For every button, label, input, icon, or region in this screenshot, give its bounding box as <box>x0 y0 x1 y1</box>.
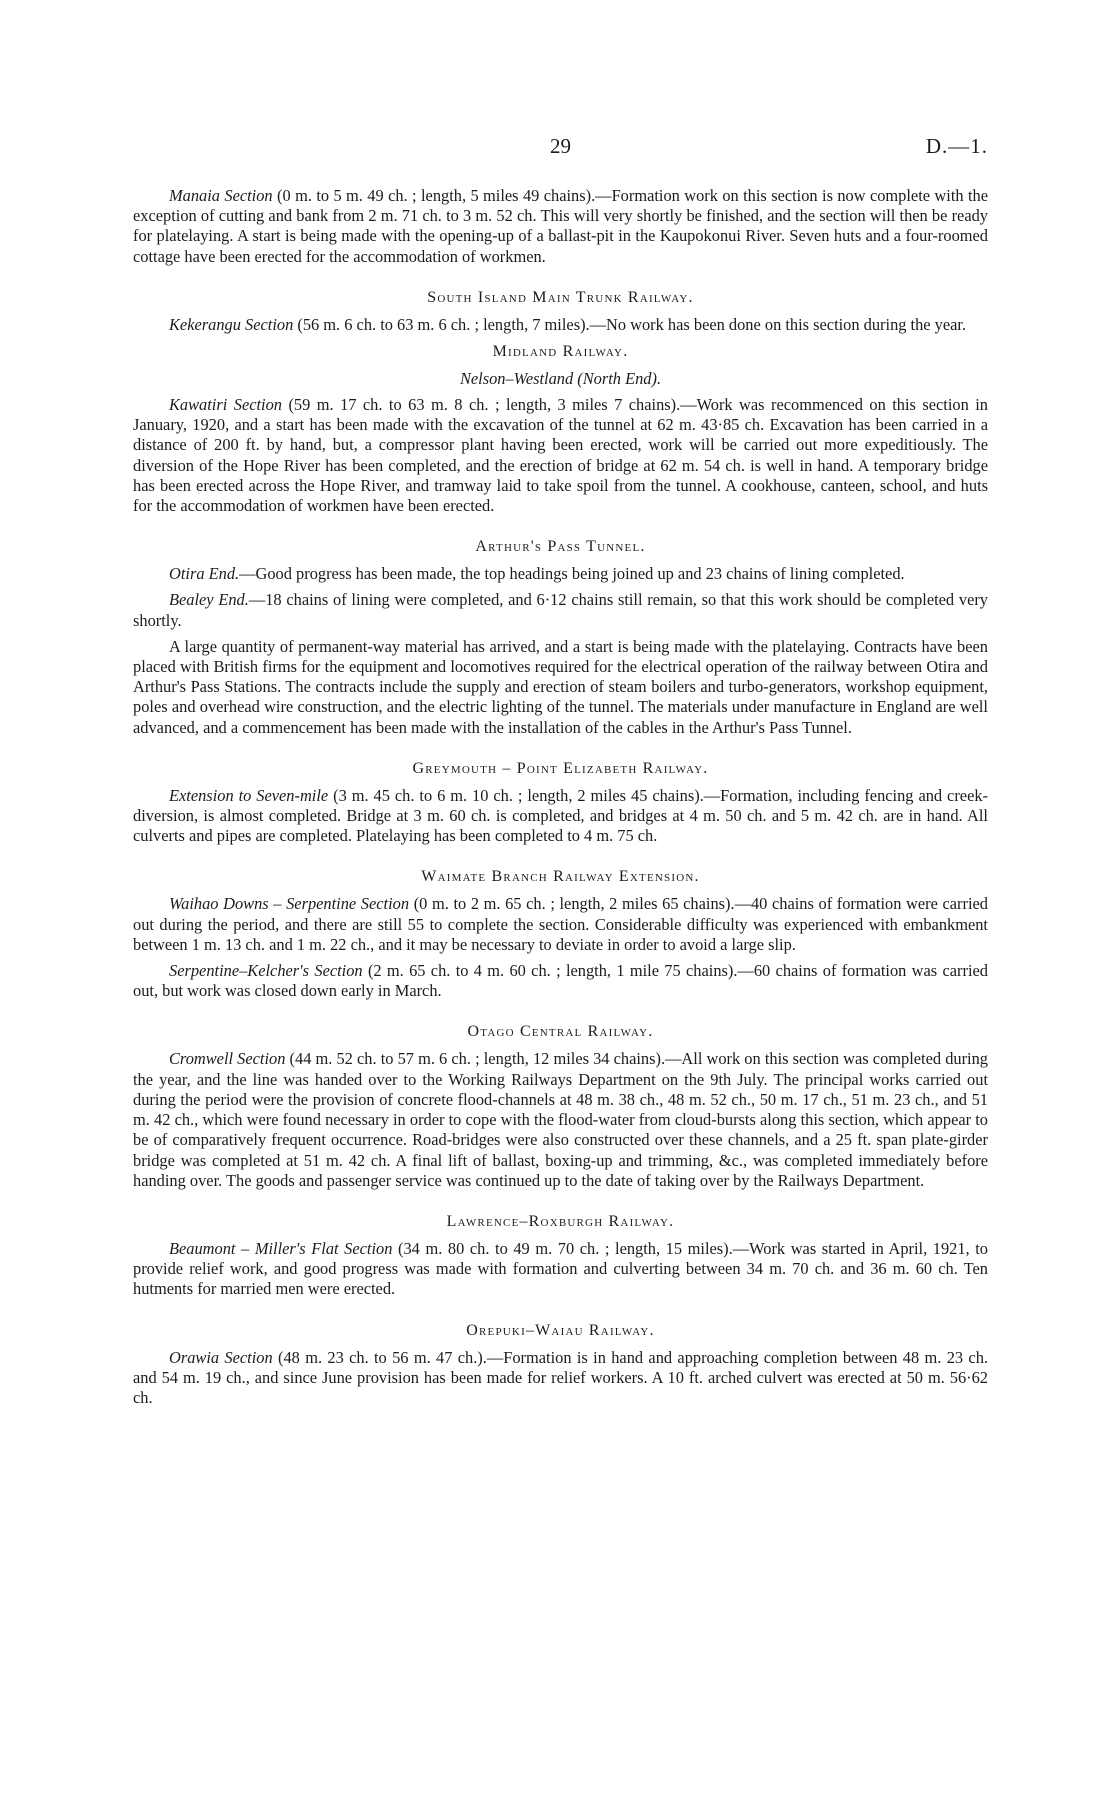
page-number: 29 <box>550 134 571 158</box>
lawrence-heading: Lawrence–Roxburgh Railway. <box>446 1212 675 1230</box>
document-page <box>133 128 988 1408</box>
waihao-section-text: (0 m. to 2 m. 65 ch. ; length, 2 miles 65 chains).—40 chains of formation were carried out during the period, and there are still 55 to complete the section. Considerable difficulty was experienced with embankment between 1 m. 13 ch. and 1 m. 22 ch., and it may be necessary to deviate in order to avoid a large slip. <box>133 894 988 954</box>
beaumont-section-title: Beaumont – Miller's Flat Section <box>169 1238 393 1258</box>
serpentine-section-title: Serpentine–Kelcher's Section <box>169 961 363 981</box>
materials-paragraph: A large quantity of permanent-way material has arrived, and a start is being made with the platelaying. Contracts have been placed with British firms for the equipment and locomotives required for the electrical operation of the railway between Otira and Arthur's Pass Stations. The contracts include the supply and erection of steam boilers and turbo-generators, workshop equipment, poles and overhead wire construction, and the electric lighting of the tunnel. The materials under manufacture in England are well advanced, and a commencement has been made with the installation of the cables in the Arthur's Pass Tunnel. <box>133 636 988 737</box>
seven-mile-paragraph <box>133 786 988 847</box>
manaia-section-text: (0 m. to 5 m. 49 ch. ; length, 5 miles 49 chains).—Formation work on this section is now complete with the exception of cutting and bank from 2 m. 71 ch. to 3 m. 52 ch. This will very shortly be finished, and the section will then be ready for platelaying. A start is being made with the opening-up of a ballast-pit in the Kaupokonui River. Seven huts and a four-roomed cottage have been erected for the accommodation of workmen. <box>133 186 988 266</box>
orepuki-heading: Orepuki–Waiau Railway. <box>466 1321 655 1339</box>
arthurs-pass-heading: Arthur's Pass Tunnel. <box>475 538 646 556</box>
otago-heading: Otago Central Railway. <box>467 1023 654 1041</box>
beaumont-section-text: (34 m. 80 ch. to 49 m. 70 ch. ; length, 15 miles).—Work was started in April, 1921, to provide relief work, and good progress was made with formation and culverting between 34 m. 70 ch. and 36 m. 60 ch. Ten hutments for married men were erected. <box>133 1238 988 1299</box>
kawatiri-section-text: (59 m. 17 ch. to 63 m. 8 ch. ; length, 3 miles 7 chains).—Work was recommenced on this section in January, 1920, and a start has been made with the excavation of the tunnel at 62 m. 43·85 ch. Excavation has been carried in a distance of 200 ft. by hand, but, a compressor plant having been erected, work will be carried out more expeditiously. The diversion of the Hope River has been completed, and the erection of bridge at 62 m. 54 ch. is well in hand. A temporary bridge has been erected across the Hope River, and tramway laid to take spoil from the tunnel. A cookhouse, canteen, school, and huts for the accommodation of workmen have been erected. <box>133 395 988 516</box>
bealey-end-title: Bealey End. <box>169 590 249 610</box>
bealey-paragraph <box>133 590 988 630</box>
serpentine-paragraph <box>133 961 988 1001</box>
greymouth-heading: Greymouth – Point Elizabeth Railway. <box>412 759 709 777</box>
manaia-paragraph <box>133 186 988 267</box>
kawatiri-section-title: Kawatiri Section <box>169 395 282 415</box>
kawatiri-paragraph <box>133 395 988 516</box>
seven-mile-title: Extension to Seven-mile <box>169 785 329 805</box>
waihao-section-title: Waihao Downs – Serpentine Section <box>169 894 410 914</box>
seven-mile-text: (3 m. 45 ch. to 6 m. 10 ch. ; length, 2 miles 45 chains).—Formation, including fencing and creek-diversion, is almost completed. Bridge at 3 m. 60 ch. is completed, and bridges at 4 m. 50 ch. and 5 m. 42 ch. are in hand. All culverts and pipes are completed. Platelaying has been completed to 4 m. 75 ch. <box>133 785 988 846</box>
kekerangu-section-title: Kekerangu Section <box>169 314 294 334</box>
cromwell-section-text: (44 m. 52 ch. to 57 m. 6 ch. ; length, 12 miles 34 chains).—All work on this section was completed during the year, and the line was handed over to the Working Railways Department on the 9th July. The principal works carried out during the period were the provision of concrete flood-channels at 48 m. 38 ch., 48 m. 52 ch., 50 m. 17 ch., 51 m. 23 ch., and 51 m. 42 ch., which were found necessary in order to cope with the flood-water from cloud-bursts along this section, which appear to be of comparatively frequent occurrence. Road-bridges were also constructed over these channels, and a 25 ft. span plate-girder bridge was completed at 51 m. 42 ch. A final lift of ballast, boxing-up and trimming, &c., was completed immediately before handing over. The goods and passenger service was continued up to the date of taking over by the Railways Department. <box>133 1049 988 1190</box>
serpentine-section-text: (2 m. 65 ch. to 4 m. 60 ch. ; length, 1 mile 75 chains).—60 chains of formation was carried out, but work was closed down early in March. <box>133 961 988 1001</box>
orawia-section-title: Orawia Section <box>169 1347 273 1367</box>
page-header <box>133 128 988 158</box>
waihao-paragraph <box>133 894 988 955</box>
kekerangu-section-text: (56 m. 6 ch. to 63 m. 6 ch. ; length, 7 miles).—No work has been done on this section during the year. <box>293 314 967 334</box>
cromwell-section-title: Cromwell Section <box>169 1049 286 1069</box>
midland-heading: Midland Railway. <box>492 343 629 361</box>
beaumont-paragraph <box>133 1239 988 1300</box>
orawia-paragraph <box>133 1348 988 1409</box>
otira-end-text: —Good progress has been made, the top headings being joined up and 23 chains of lining completed. <box>239 564 905 584</box>
otira-end-title: Otira End. <box>169 564 240 584</box>
kekerangu-paragraph <box>133 315 988 335</box>
waimate-heading: Waimate Branch Railway Extension. <box>421 868 700 886</box>
cromwell-paragraph <box>133 1049 988 1190</box>
otira-paragraph <box>133 564 988 584</box>
manaia-section-title: Manaia Section <box>169 186 273 205</box>
document-reference: D.—1. <box>925 134 988 158</box>
midland-subheading: Nelson–Westland (North End). <box>459 369 662 389</box>
south-island-heading: South Island Main Trunk Railway. <box>427 288 694 306</box>
orawia-section-text: (48 m. 23 ch. to 56 m. 47 ch.).—Formation is in hand and approaching completion between 48 m. 23 ch. and 54 m. 19 ch., and since June provision has been made for relief workers. A 10 ft. arched culvert was erected at 50 m. 56·62 ch. <box>133 1347 988 1407</box>
bealey-end-text: —18 chains of lining were completed, and 6·12 chains still remain, so that this work should be completed very shortly. <box>133 590 988 630</box>
